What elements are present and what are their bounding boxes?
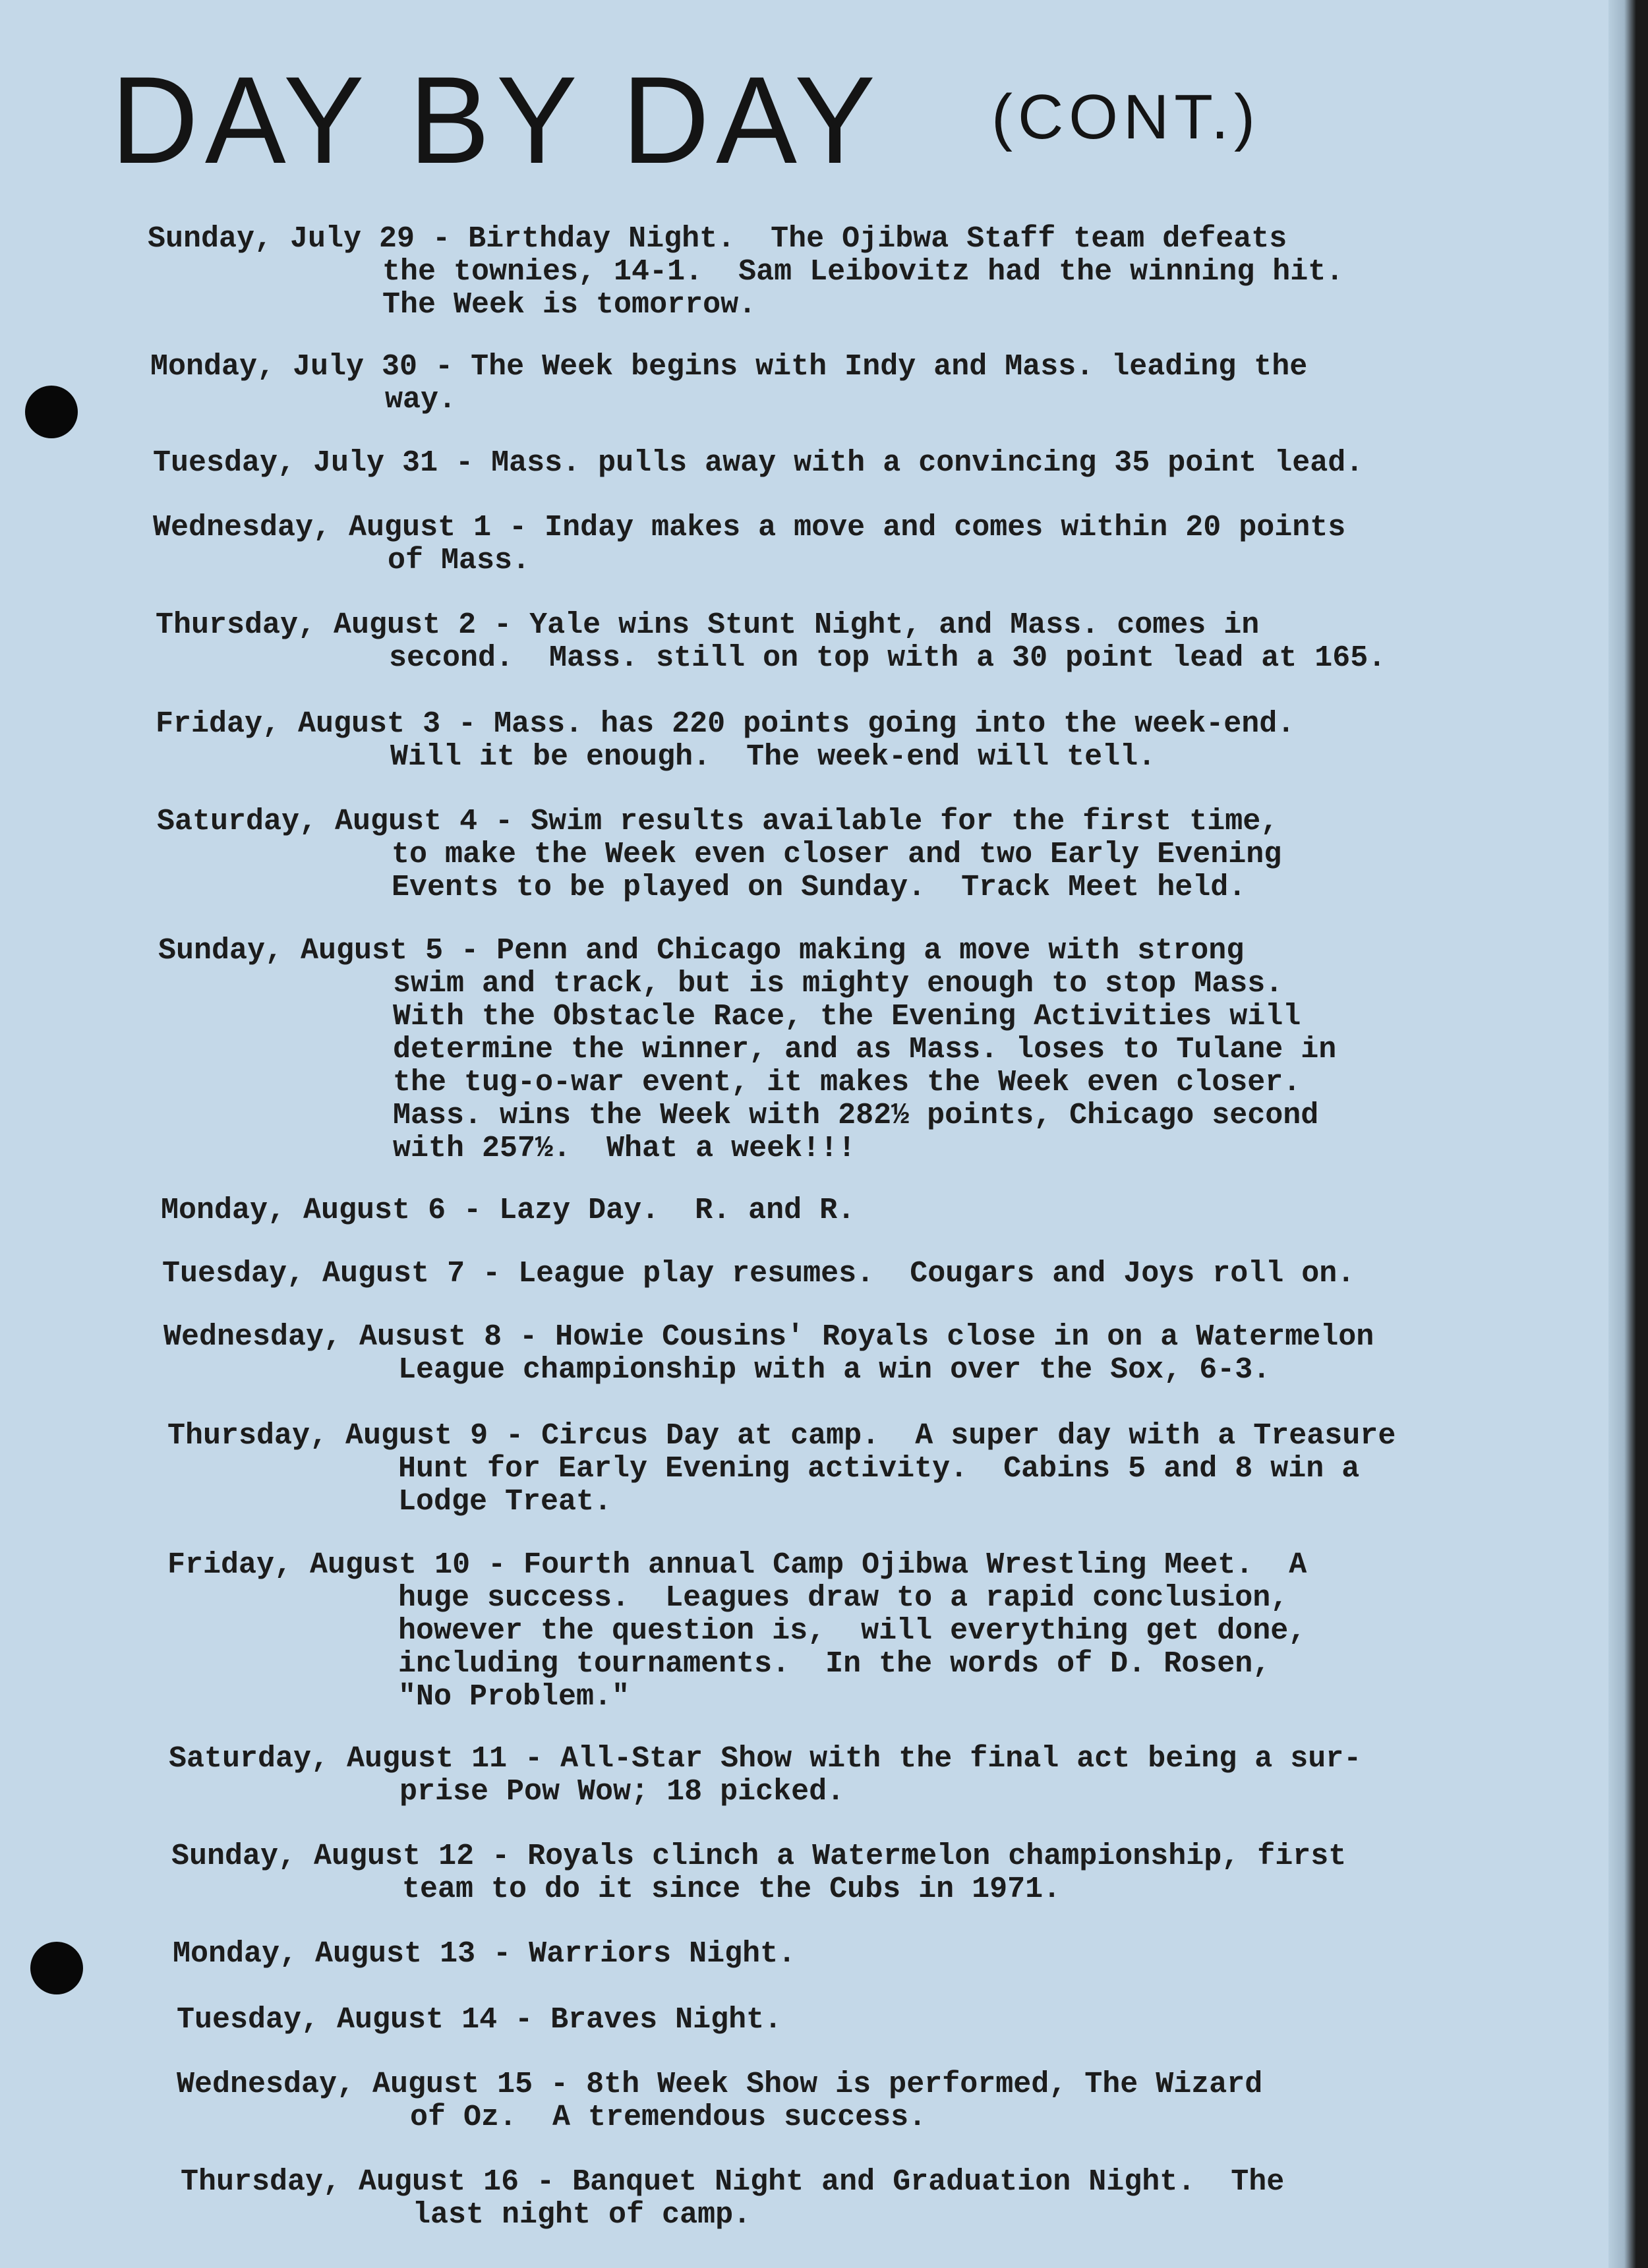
entry-first-line xyxy=(181,2166,1284,2199)
entry-continuation-line: the tug-o-war event, it makes the Week even closer. xyxy=(393,1066,1301,1099)
entry-first-line xyxy=(163,1321,1374,1354)
entry-dash: - xyxy=(497,2003,551,2037)
entry-text: Banquet Night and Graduation Night. The xyxy=(572,2165,1285,2199)
entry-date: Wednesday, August 1 xyxy=(153,511,492,544)
entry-continuation-line: team to do it since the Cubs in 1971. xyxy=(402,1873,1061,1906)
entry-text: Birthday Night. The Ojibwa Staff team defeats xyxy=(468,222,1287,256)
entry-date: Sunday, July 29 xyxy=(148,222,415,256)
entry-dash: - xyxy=(417,350,471,384)
entry-dash: - xyxy=(474,1840,528,1873)
entry-dash: - xyxy=(519,2165,573,2199)
entry-dash: - xyxy=(502,1320,556,1354)
entry-continuation-line: way. xyxy=(385,383,457,417)
entry-date: Monday, August 13 xyxy=(173,1937,476,1971)
entry-text: The Week begins with Indy and Mass. leading the xyxy=(471,350,1308,384)
punch-hole xyxy=(30,1942,83,1994)
entry-continuation-line: second. Mass. still on top with a 30 point lead at 165. xyxy=(389,641,1386,675)
entry-first-line xyxy=(153,511,1345,544)
entry-date: Sunday, August 12 xyxy=(171,1840,475,1873)
entry-first-line xyxy=(156,708,1295,741)
entry-date: Sunday, August 5 xyxy=(158,934,444,968)
entry-dash: - xyxy=(415,222,469,256)
entry-dash: - xyxy=(440,707,494,741)
entry-first-line xyxy=(167,1549,1307,1582)
day-entry xyxy=(173,1938,796,1971)
entry-continuation-line: Will it be enough. The week-end will tell. xyxy=(390,740,1156,774)
entry-continuation-line: Hunt for Early Evening activity. Cabins 5 and 8 win a xyxy=(398,1452,1360,1486)
entry-text: Fourth annual Camp Ojibwa Wrestling Meet. A xyxy=(523,1548,1307,1582)
day-entry xyxy=(157,805,1281,904)
entry-continuation-line: to make the Week even closer and two Early Evening xyxy=(392,838,1282,871)
entry-date: Tuesday, August 7 xyxy=(162,1257,465,1291)
entry-first-line xyxy=(161,1194,855,1227)
entry-continuation-line: swim and track, but is mighty enough to stop Mass. xyxy=(393,967,1283,1001)
entry-text: Swim results available for the first time, xyxy=(531,805,1279,838)
entry-date: Saturday, August 11 xyxy=(169,1742,508,1776)
entry-text: Mass. pulls away with a convincing 35 point lead. xyxy=(491,446,1364,480)
entry-continuation-line: League championship with a win over the Sox, 6-3. xyxy=(398,1353,1271,1387)
entry-first-line xyxy=(156,609,1386,642)
entry-continuation-line: however the question is, will everything get done, xyxy=(398,1614,1307,1648)
entry-dash: - xyxy=(477,805,531,838)
entry-date: Tuesday, August 14 xyxy=(177,2003,498,2037)
entry-date: Tuesday, July 31 xyxy=(153,446,438,480)
day-entry xyxy=(167,1549,1307,1714)
entry-first-line xyxy=(173,1938,796,1971)
entry-text: Howie Cousins' Royals close in on a Watermelon xyxy=(555,1320,1374,1354)
entry-dash: - xyxy=(465,1257,519,1291)
continued-label: (CONT.) xyxy=(991,82,1260,152)
day-entry xyxy=(153,447,1363,480)
entry-dash: - xyxy=(470,1548,524,1582)
day-entry xyxy=(169,1743,1361,1809)
entry-date: Wednesday, August 15 xyxy=(177,2068,533,2101)
entry-first-line xyxy=(148,223,1343,256)
entry-continuation-line: The Week is tomorrow. xyxy=(382,288,757,322)
entry-continuation-line: Mass. wins the Week with 282½ points, Chicago second xyxy=(393,1099,1319,1132)
entry-continuation-line: Lodge Treat. xyxy=(398,1485,612,1519)
entry-first-line xyxy=(157,805,1281,838)
page-title: DAY BY DAY xyxy=(111,51,882,189)
entry-dash: - xyxy=(533,2068,587,2101)
entry-dash: - xyxy=(491,511,545,544)
entry-text: Lazy Day. R. and R. xyxy=(499,1194,856,1227)
entry-continuation-line: prise Pow Wow; 18 picked. xyxy=(399,1775,845,1809)
entry-first-line xyxy=(171,1840,1346,1873)
entry-continuation-line: "No Problem." xyxy=(398,1680,630,1714)
entry-first-line xyxy=(150,351,1307,384)
entry-continuation-line: with 257½. What a week!!! xyxy=(393,1132,856,1165)
entry-continuation-line: huge success. Leagues draw to a rapid conclusion, xyxy=(398,1581,1289,1615)
entry-continuation-line: the townies, 14-1. Sam Leibovitz had the winning hit. xyxy=(382,255,1344,289)
entry-dash: - xyxy=(507,1742,561,1776)
entry-first-line xyxy=(169,1743,1361,1776)
entry-date: Friday, August 10 xyxy=(167,1548,471,1582)
day-entry xyxy=(177,2068,1262,2134)
entry-dash: - xyxy=(475,1937,529,1971)
day-entry xyxy=(177,2004,782,2037)
entry-first-line xyxy=(177,2068,1262,2101)
day-entry xyxy=(158,935,1336,1165)
entry-first-line xyxy=(177,2004,782,2037)
day-entry xyxy=(153,511,1345,577)
entry-text: All-Star Show with the final act being a sur- xyxy=(560,1742,1362,1776)
day-entry xyxy=(181,2166,1284,2232)
entry-date: Wednesday, Ausust 8 xyxy=(163,1320,502,1354)
day-entry xyxy=(150,351,1307,417)
entry-first-line xyxy=(158,935,1336,968)
entry-text: Royals clinch a Watermelon championship, first xyxy=(527,1840,1347,1873)
entry-continuation-line: including tournaments. In the words of D. Rosen, xyxy=(398,1647,1271,1681)
day-entry xyxy=(171,1840,1346,1906)
entry-continuation-line: of Mass. xyxy=(388,544,531,577)
entry-date: Monday, August 6 xyxy=(161,1194,446,1227)
entry-first-line xyxy=(167,1420,1396,1453)
day-entry xyxy=(156,708,1295,774)
day-entry xyxy=(148,223,1343,322)
entry-dash: - xyxy=(443,934,497,968)
entry-continuation-line: last night of camp. xyxy=(413,2198,751,2232)
entry-dash: - xyxy=(446,1194,500,1227)
entry-text: Braves Night. xyxy=(550,2003,782,2037)
entry-first-line xyxy=(162,1258,1355,1291)
entry-dash: - xyxy=(476,608,530,642)
entry-text: Inday makes a move and comes within 20 points xyxy=(544,511,1346,544)
entry-date: Monday, July 30 xyxy=(150,350,418,384)
entry-text: Mass. has 220 points going into the week-end. xyxy=(494,707,1295,741)
entry-date: Saturday, August 4 xyxy=(157,805,478,838)
paper-edge-shadow xyxy=(1608,0,1648,2268)
entry-text: Circus Day at camp. A super day with a Treasure xyxy=(541,1419,1396,1453)
entry-date: Thursday, August 9 xyxy=(167,1419,488,1453)
day-entry xyxy=(162,1258,1355,1291)
entry-date: Thursday, August 16 xyxy=(181,2165,519,2199)
day-entry xyxy=(161,1194,855,1227)
entry-date: Thursday, August 2 xyxy=(156,608,477,642)
entry-first-line xyxy=(153,447,1363,480)
entry-continuation-line: determine the winner, and as Mass. loses to Tulane in xyxy=(393,1033,1337,1066)
entry-text: Yale wins Stunt Night, and Mass. comes in xyxy=(529,608,1260,642)
entry-dash: - xyxy=(488,1419,542,1453)
punch-hole xyxy=(25,386,78,438)
day-entry xyxy=(156,609,1386,675)
day-entry xyxy=(163,1321,1374,1387)
entry-continuation-line: Events to be played on Sunday. Track Meet held. xyxy=(392,871,1247,904)
entry-continuation-line: of Oz. A tremendous success. xyxy=(410,2101,927,2134)
entry-text: Warriors Night. xyxy=(529,1937,796,1971)
entry-text: Penn and Chicago making a move with strong xyxy=(496,934,1245,968)
day-entry xyxy=(167,1420,1396,1519)
entry-text: 8th Week Show is performed, The Wizard xyxy=(586,2068,1263,2101)
entry-text: League play resumes. Cougars and Joys roll on. xyxy=(518,1257,1355,1291)
entry-date: Friday, August 3 xyxy=(156,707,441,741)
entry-dash: - xyxy=(438,446,492,480)
entry-continuation-line: With the Obstacle Race, the Evening Activities will xyxy=(393,1000,1301,1033)
